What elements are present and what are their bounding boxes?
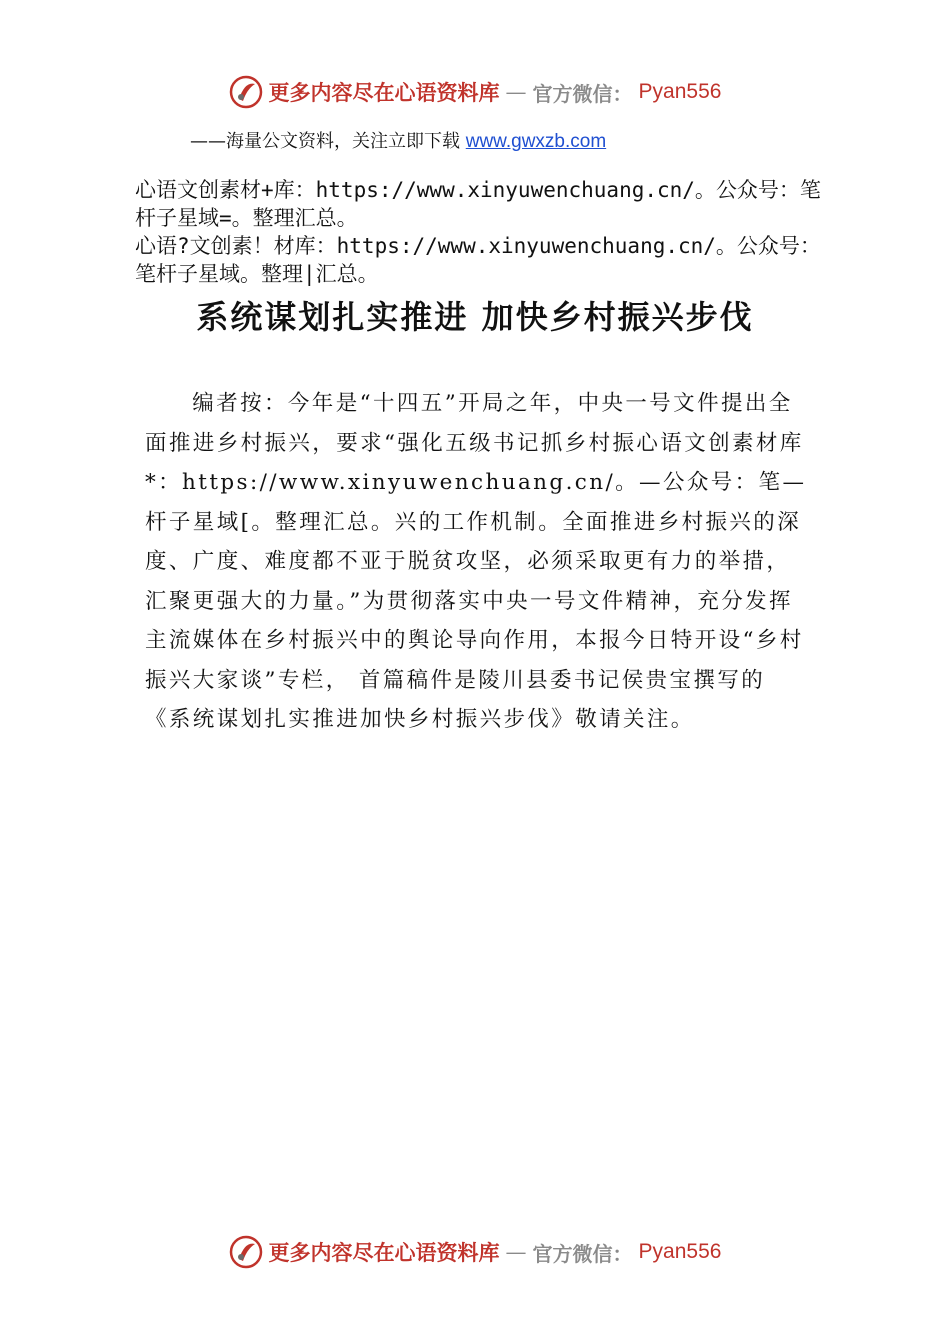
promo-line xyxy=(190,127,606,153)
promo-link[interactable]: www.gwxzb.com xyxy=(465,131,607,152)
logo-icon xyxy=(229,1235,263,1269)
footer-banner-text: 更多内容尽在心语资料库 xyxy=(268,1240,500,1265)
header-banner-text: 更多内容尽在心语资料库 xyxy=(268,80,500,105)
article-body: 编者按：今年是“十四五”开局之年，中央一号文件提出全面推进乡村振兴，要求“强化五级书记抓乡村振心语文创素材库*：https://www.xinyuwenchuang.cn/。—公众号：笔—杆子星域[。整理汇总。兴的工作机制。全面推进乡村振兴的深度、广度、难度都不亚于脱贫攻坚，必须采取更有力的举措，汇聚更强大的力量。”为贯彻落实中央一号文件精神，充分发挥主流媒体在乡村振兴中的舆论导向作用，本报今日特开设“乡村振兴大家谈”专栏， 首篇稿件是陵川县委书记侯贵宝撰写的《系统谋划扎实推进加快乡村振兴步伐》敬请关注。 xyxy=(145,391,807,732)
watermark-text-1: 心语文创素材+库：https://www.xinyuwenchuang.cn/。公众号：笔杆子星域=。整理汇总。 xyxy=(135,178,821,230)
header-wechat-label: 官方微信： xyxy=(532,81,633,106)
header-banner xyxy=(0,72,950,112)
footer-wechat-label: 官方微信： xyxy=(532,1241,633,1266)
watermark-text-2: 心语?文创素！材库：https://www.xinyuwenchuang.cn/。公众号：笔杆子星域。整理|汇总。 xyxy=(135,234,821,286)
promo-text: ——海量公文资料，关注立即下载 xyxy=(190,131,466,152)
header-banner-inner xyxy=(229,75,722,109)
footer-banner-inner xyxy=(229,1235,722,1269)
header-banner-dash: — xyxy=(505,80,527,104)
article-title: 系统谋划扎实推进 加快乡村振兴步伐 xyxy=(196,298,754,336)
footer-wechat-id: Pyan556 xyxy=(638,1240,722,1263)
footer-banner-dash: — xyxy=(505,1240,527,1264)
logo-icon xyxy=(229,75,263,109)
header-wechat-id: Pyan556 xyxy=(638,80,722,103)
footer-banner xyxy=(0,1232,950,1272)
